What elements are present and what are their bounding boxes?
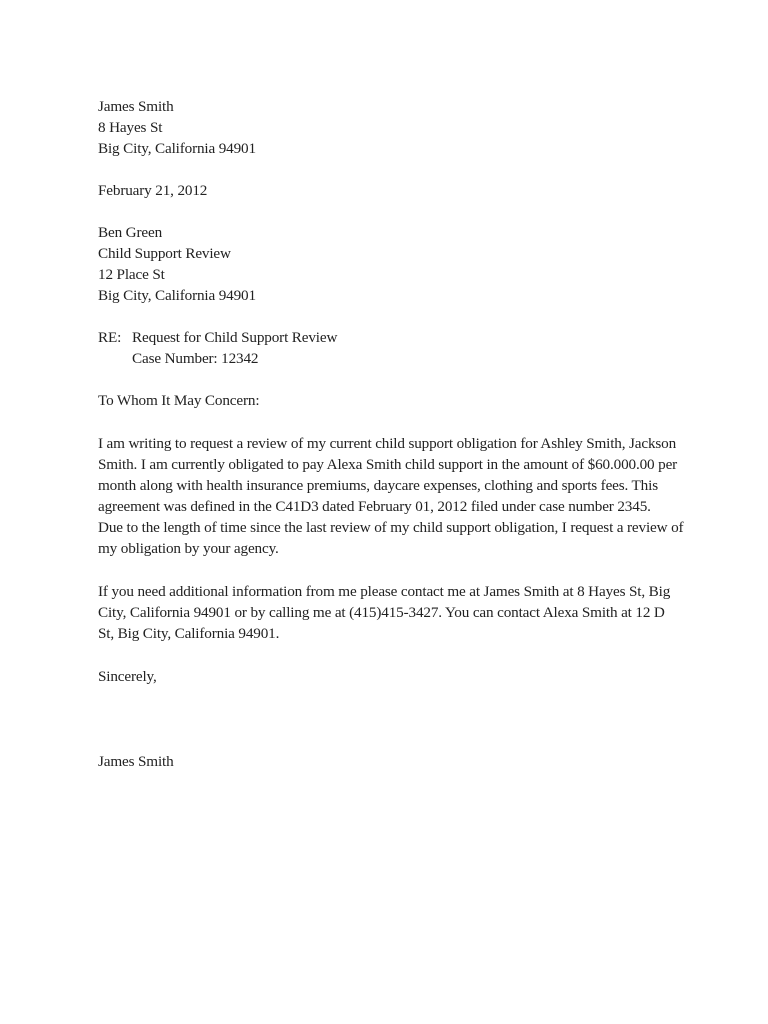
closing: Sincerely, — [98, 668, 157, 685]
sender-name: James Smith — [98, 98, 174, 115]
paragraph-line: my obligation by your agency. — [98, 540, 279, 557]
re-case-number: Case Number: 12342 — [132, 350, 259, 367]
paragraph-line: If you need additional information from me please contact me at James Smith at 8 Hayes St, Big — [98, 583, 671, 600]
letter-date: February 21, 2012 — [98, 182, 208, 199]
re-subject: Request for Child Support Review — [132, 329, 338, 346]
paragraph-line: City, California 94901 or by calling me at (415)415-3427. You can contact Alexa Smith at 12 D — [98, 604, 665, 621]
recipient-street: 12 Place St — [98, 266, 165, 283]
reference-block — [98, 327, 660, 369]
sender-street: 8 Hayes St — [98, 119, 163, 136]
recipient-department: Child Support Review — [98, 245, 231, 262]
paragraph-line: agreement was defined in the C41D3 dated February 01, 2012 filed under case number 2345. — [98, 498, 651, 515]
recipient-address — [98, 222, 660, 306]
letter-body — [98, 96, 684, 772]
signature-name: James Smith — [98, 753, 174, 770]
sender-city: Big City, California 94901 — [98, 140, 256, 157]
recipient-name: Ben Green — [98, 224, 163, 241]
re-label: RE: — [98, 329, 122, 346]
body-paragraph-1 — [98, 433, 684, 559]
body-paragraph-2 — [98, 581, 671, 644]
paragraph-line: Due to the length of time since the last review of my child support obligation, I request a review of — [98, 519, 684, 536]
sender-address — [98, 96, 660, 159]
paragraph-line: month along with health insurance premiums, daycare expenses, clothing and sports fees. This — [98, 477, 658, 494]
paragraph-line: I am writing to request a review of my current child support obligation for Ashley Smith, Jackson — [98, 435, 677, 452]
paragraph-line: St, Big City, California 94901. — [98, 625, 280, 642]
paragraph-line: Smith. I am currently obligated to pay Alexa Smith child support in the amount of $60.000.00 per — [98, 456, 678, 473]
salutation: To Whom It May Concern: — [98, 392, 260, 409]
recipient-city: Big City, California 94901 — [98, 287, 256, 304]
